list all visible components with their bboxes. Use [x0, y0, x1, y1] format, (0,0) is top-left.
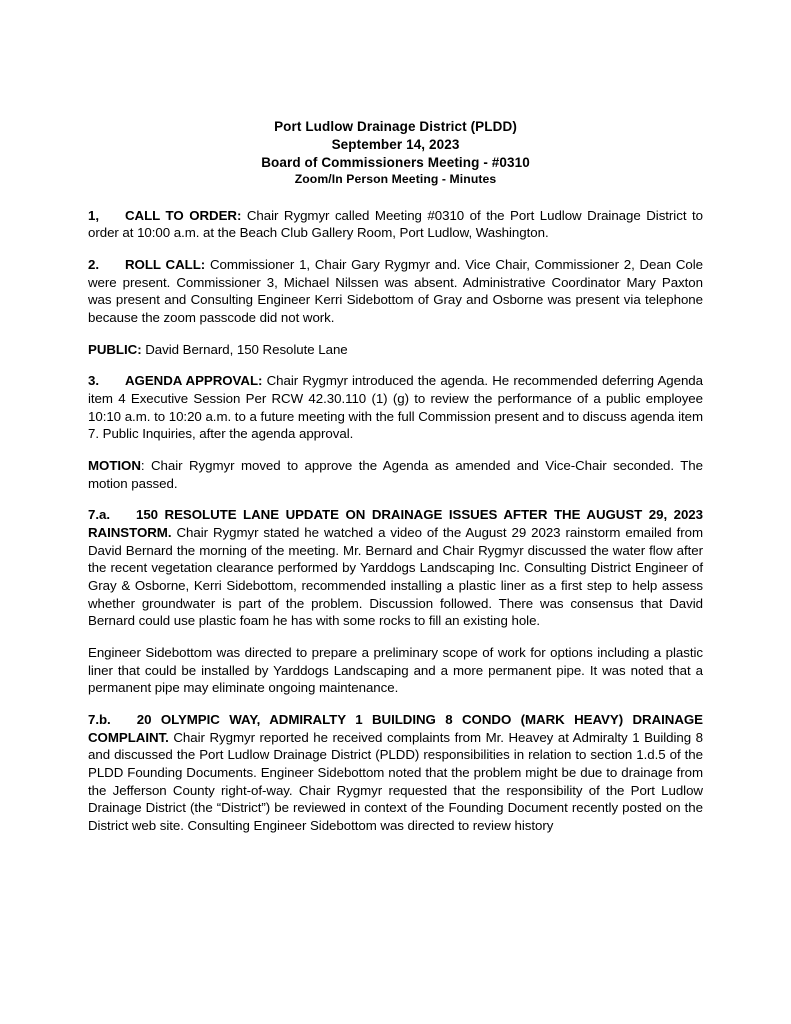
- section-heading: MOTION: [88, 457, 141, 473]
- section-heading: 150 RESOLUTE LANE UPDATE ON DRAINAGE ISSUES AFTER THE AUGUST 29, 2023 RAINSTORM.: [88, 507, 703, 540]
- section-text: Chair Rygmyr stated he watched a video of the August 29 2023 rainstorm emailed from David Bernard the morning of the meeting. Mr. Bernard and Chair Rygmyr discussed the water flow after the recent vegetation clearance performed by Yarddogs Landscaping Inc. Consulting District Engineer of Gray & Osborne, Kerri Sidebottom, recommended installing a plastic liner as a first step to help assess whether groundwater is part of the problem. Discussion followed. There was consensus that David Bernard could use plastic foam he has with some rocks to fill an existing hole.: [88, 524, 703, 629]
- section-text: Commissioner 1, Chair Gary Rygmyr and. Vice Chair, Commissioner 2, Dean Cole were present. Commissioner 3, Michael Nilssen was absent. Administrative Coordinator Mary Paxton was present and Consulting Engineer Kerri Sidebottom of Gray and Osborne was present via telephone because the zoom passcode did not work.: [88, 256, 703, 325]
- section-roll-call: [88, 256, 703, 327]
- section-text: Chair Rygmyr introduced the agenda. He recommended deferring Agenda item 4 Executive Session Per RCW 42.30.110 (1) (g) to review the performance of a public employee 10:10 a.m. to 10:20 a.m. to a future meeting with the full Commission present and to discuss agenda item 7. Public Inquiries, after the agenda approval.: [88, 373, 703, 442]
- section-number: 7.a.: [88, 507, 110, 523]
- section-text: Chair Rygmyr called Meeting #0310 of the Port Ludlow Drainage District to order at 10:00 a.m. at the Beach Club Gallery Room, Port Ludlow, Washington.: [88, 207, 703, 241]
- section-number: 7.b.: [88, 711, 111, 727]
- header-title-line-2: September 14, 2023: [331, 136, 460, 152]
- section-number: 3.: [88, 373, 99, 389]
- header-title-line-1: Port Ludlow Drainage District (PLDD): [274, 119, 517, 134]
- section-text: David Bernard, 150 Resolute Lane: [145, 341, 348, 357]
- document-body: [88, 207, 703, 835]
- section-agenda-approval: [88, 372, 703, 443]
- section-scope-of-work: [88, 644, 703, 697]
- section-heading: PUBLIC:: [88, 341, 142, 357]
- section-heading: CALL TO ORDER:: [125, 207, 242, 223]
- section-motion: [88, 457, 703, 492]
- section-call-to-order: [88, 207, 703, 242]
- section-text: Chair Rygmyr reported he received complaints from Mr. Heavey at Admiralty 1 Building 8 and discussed the Port Ludlow Drainage District (PLDD) responsibilities in relation to section 1.d.5 of the PLDD Founding Documents. Engineer Sidebottom noted that the problem might be due to drainage from the Jefferson County right-of-way. Chair Rygmyr requested that the responsibility of the Port Ludlow Drainage District (the “District”) be reviewed in context of the Founding Document recently posted on the District web site. Consulting Engineer Sidebottom was directed to review history: [88, 729, 703, 834]
- section-text: Engineer Sidebottom was directed to prepare a preliminary scope of work for options including a plastic liner that could be installed by Yarddogs Landscaping and a more permanent pipe. It was noted that a permanent pipe may eliminate ongoing maintenance.: [88, 644, 703, 696]
- section-number: 1,: [88, 207, 99, 223]
- header-title-line-4: Zoom/In Person Meeting - Minutes: [294, 172, 497, 187]
- section-number: 2.: [88, 256, 99, 272]
- header-title-line-3: Board of Commissioners Meeting - #0310: [261, 154, 530, 170]
- section-heading: ROLL CALL:: [125, 256, 206, 272]
- section-text: : Chair Rygmyr moved to approve the Agenda as amended and Vice-Chair seconded. The motion passed.: [88, 457, 703, 491]
- section-heading: 20 OLYMPIC WAY, ADMIRALTY 1 BUILDING 8 CONDO (MARK HEAVY) DRAINAGE COMPLAINT.: [88, 711, 703, 745]
- section-resolute-lane-update: [88, 506, 703, 630]
- section-heading: AGENDA APPROVAL:: [125, 373, 263, 389]
- document-header: [88, 118, 703, 188]
- section-olympic-way-complaint: [88, 711, 703, 835]
- section-public: [88, 341, 703, 359]
